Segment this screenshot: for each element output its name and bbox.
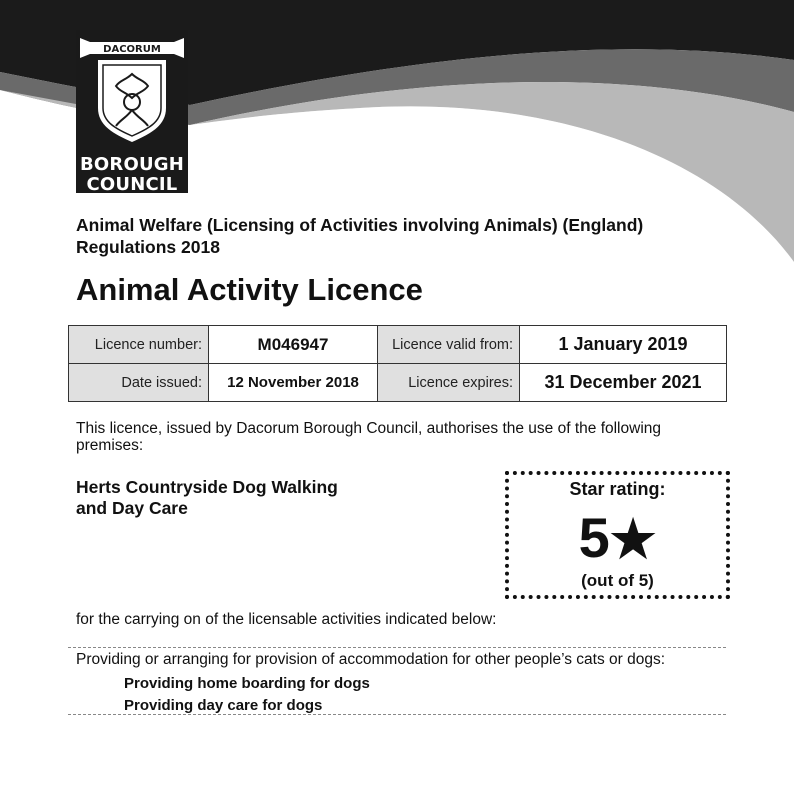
- divider: [68, 647, 726, 648]
- premises-line-1: Herts Countryside Dog Walking: [76, 477, 338, 497]
- list-item: Providing day care for dogs: [124, 697, 323, 714]
- council-seal-icon: [76, 30, 188, 154]
- valid-from-value: 1 January 2019: [520, 326, 727, 364]
- star-rating-number: 5: [578, 506, 610, 569]
- table-row: [69, 326, 727, 364]
- divider: [68, 714, 726, 715]
- regulation-title: Animal Welfare (Licensing of Activities involving Animals) (England) Regulations 2018: [76, 215, 644, 257]
- date-issued-label: Date issued:: [69, 364, 209, 402]
- page-title: Animal Activity Licence: [76, 272, 423, 307]
- activity-list: [124, 673, 370, 717]
- valid-from-label: Licence valid from:: [378, 326, 520, 364]
- premises-line-2: and Day Care: [76, 498, 188, 518]
- table-row: [69, 364, 727, 402]
- licence-number-label: Licence number:: [69, 326, 209, 364]
- licence-details-table: [68, 325, 727, 402]
- activity-category-heading: Providing or arranging for provision of accommodation for other people’s cats or dogs:: [76, 651, 666, 668]
- star-rating-label: Star rating:: [569, 479, 666, 499]
- logo-banner-text: DACORUM: [103, 44, 161, 55]
- star-rating-out-of: (out of 5): [581, 571, 654, 590]
- expires-value: 31 December 2021: [520, 364, 727, 402]
- logo-word-borough: BOROUGH: [79, 154, 185, 175]
- star-rating-box: [505, 471, 730, 599]
- licence-number-value: M046947: [209, 326, 378, 364]
- date-issued-value: 12 November 2018: [209, 364, 378, 402]
- redacted-address: [76, 530, 256, 594]
- activities-lead-in: for the carrying on of the licensable activities indicated below:: [76, 611, 497, 628]
- list-item: Providing home boarding for dogs: [124, 675, 370, 692]
- council-logo: [76, 30, 188, 193]
- logo-word-council: COUNCIL: [86, 174, 178, 195]
- intro-text: This licence, issued by Dacorum Borough Council, authorises the use of the following premises:: [76, 420, 662, 454]
- star-icon: ★: [609, 511, 657, 569]
- premises-name: [76, 477, 396, 519]
- expires-label: Licence expires:: [378, 364, 520, 402]
- star-rating-value: [509, 505, 726, 573]
